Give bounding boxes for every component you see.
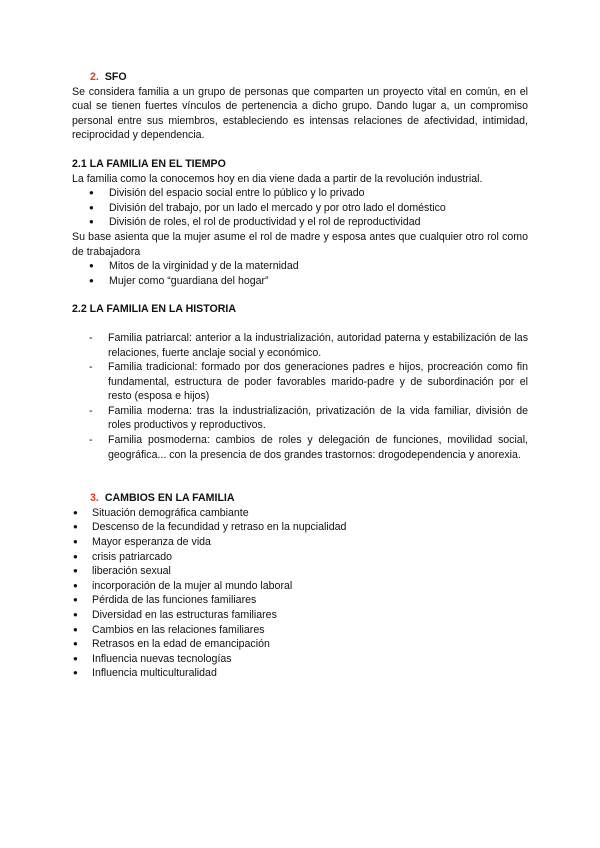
list-item: ● Influencia multiculturalidad [72, 666, 528, 681]
section-3-list [72, 506, 528, 681]
list-item: ● incorporación de la mujer al mundo laboral [72, 579, 528, 594]
list-item: ● Pérdida de las funciones familiares [72, 593, 528, 608]
section-2-intro: Se considera familia a un grupo de personas que comparten un proyecto vital en común, en el cual se tienen fuertes vínculos de pertenencia a dicho grupo. Dando lugar a, un compromiso personal entre sus miembros, estableciendo es intensas relaciones de afectividad, intimidad, reciprocidad y dependencia. [72, 85, 528, 142]
section-2-1-title: 2.1 LA FAMILIA EN EL TIEMPO [72, 157, 226, 170]
list-item: ● División de roles, el rol de productividad y el rol de reproductividad [72, 215, 528, 230]
list-item: ● Mujer como “guardiana del hogar” [72, 274, 528, 289]
list-item: ● Mayor esperanza de vida [72, 535, 528, 550]
list-item: - Familia patriarcal: anterior a la industrialización, autoridad paterna y estabilización de las relaciones, fuerte anclaje social y económico. [72, 331, 528, 360]
list-item: ● Situación demográfica cambiante [72, 506, 528, 521]
list-item: ● Retrasos en la edad de emancipación [72, 637, 528, 652]
section-3-number: 3. [90, 492, 99, 505]
list-item: ● División del espacio social entre lo público y lo privado [72, 186, 528, 201]
section-2-1-bullets-2 [72, 259, 528, 288]
list-item: - Familia moderna: tras la industrialización, privatización de la vida familiar, división de roles productivos y reproductivos. [72, 404, 528, 433]
section-3-title: CAMBIOS EN LA FAMILIA [104, 492, 235, 505]
section-2-1-bullets [72, 186, 528, 230]
section-2-1-body: Su base asienta que la mujer asume el rol de madre y esposa antes que cualquier otro rol como de trabajadora [72, 230, 528, 258]
list-item: ● Diversidad en las estructuras familiares [72, 608, 528, 623]
list-item: - Familia tradicional: formado por dos generaciones padres e hijos, procreación como fin fundamental, estructura de poder favorables marido-padre y de subordinación por el resto (esposa e hijos) [72, 360, 528, 404]
list-item: - Familia posmoderna: cambios de roles y delegación de funciones, movilidad social, geográfica... con la presencia de dos grandes trastornos: drogodependencia y anorexia. [72, 433, 528, 462]
list-item: ● Mitos de la virginidad y de la maternidad [72, 259, 528, 274]
list-item: ● Cambios en las relaciones familiares [72, 623, 528, 638]
list-item: ● crisis patriarcado [72, 550, 528, 565]
document-page [72, 70, 528, 681]
section-2-number: 2. [90, 71, 99, 83]
section-2-title: SFO [104, 71, 127, 83]
section-2-2-list [72, 331, 528, 462]
list-item: ● Descenso de la fecundidad y retraso en la nupcialidad [72, 520, 528, 535]
list-item: ● Influencia nuevas tecnologías [72, 652, 528, 667]
list-item: ● liberación sexual [72, 564, 528, 579]
section-3-heading [90, 491, 528, 506]
list-item: ● División del trabajo, por un lado el mercado y por otro lado el doméstico [72, 201, 528, 216]
section-2-1-intro: La familia como la conocemos hoy en dia viene dada a partir de la revolución industrial. [72, 172, 483, 185]
section-2-2-title: 2.2 LA FAMILIA EN LA HISTORIA [72, 303, 237, 316]
section-2-heading [90, 70, 528, 85]
